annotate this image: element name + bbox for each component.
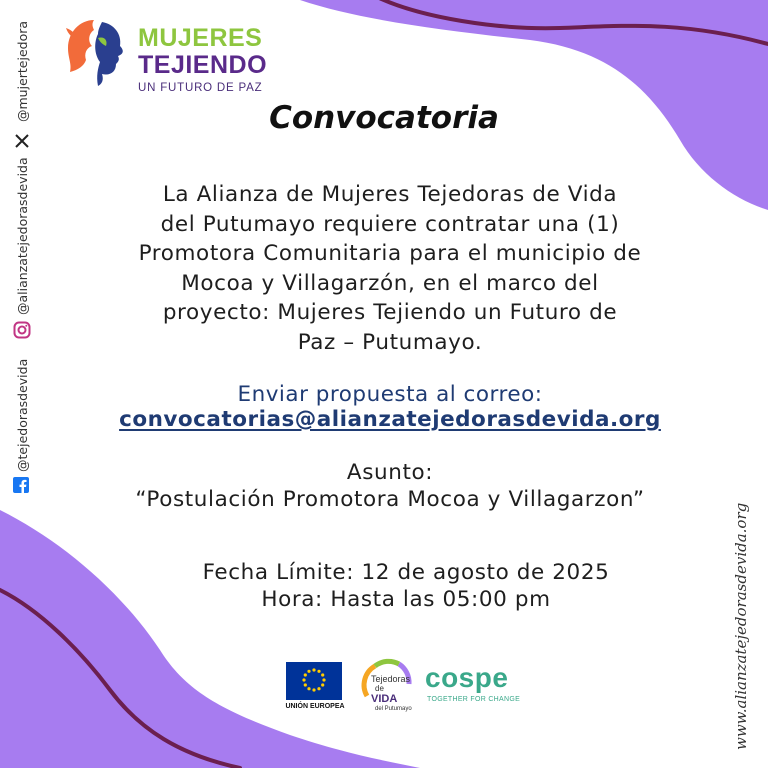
email-link[interactable]: convocatorias@alianzatejedorasdevida.org (119, 407, 661, 432)
tejedoras-line-2: de (375, 684, 384, 693)
instagram-handle[interactable]: @alianzatejedorasdevida (15, 157, 30, 315)
tejedoras-line-4: del Putumayo (375, 706, 412, 712)
logo-line-1: MUJERES (138, 24, 263, 52)
announcement-body (70, 180, 710, 357)
instagram-icon[interactable] (13, 321, 31, 339)
subject-label: Asunto: (346, 460, 434, 485)
logo-tagline: UN FUTURO DE PAZ (138, 82, 263, 94)
logo-line-2: TEJIENDO (138, 51, 268, 79)
facebook-handle[interactable]: @tejedorasdevida (15, 358, 30, 472)
website-url[interactable]: www.alianzatejedorasdevida.org (732, 502, 750, 750)
twitter-handle[interactable]: @mujertejedora (15, 20, 30, 122)
eu-label: UNIÓN EUROPEA (285, 703, 345, 710)
deadline-hour: Hora: Hasta las 05:00 pm (261, 587, 551, 612)
page-title: Convocatoria (269, 100, 499, 136)
send-proposal-label: Enviar propuesta al correo: (237, 382, 543, 407)
eu-flag-icon (286, 662, 342, 700)
subject-value: “Postulación Promotora Mocoa y Villagarzon” (135, 487, 645, 512)
eu-stars-icon (286, 662, 342, 700)
body-line: Promotora Comunitaria para el municipio de (138, 241, 642, 266)
body-line: Mocoa y Villagarzón, en el marco del (181, 270, 599, 296)
tejedoras-line-3: VIDA (371, 693, 398, 705)
body-line: La Alianza de Mujeres Tejedoras de Vida (162, 182, 618, 207)
body-line: Paz – Putumayo. (297, 329, 483, 355)
eu-logo (286, 662, 344, 708)
deadline-text: Fecha Límite: 12 de agosto de 2025 (202, 560, 610, 585)
body-line: proyecto: Mujeres Tejiendo un Futuro de (162, 300, 618, 325)
mujeres-tejiendo-logo (58, 14, 288, 94)
cospe-logo (425, 662, 525, 710)
women-profile-icon (58, 14, 134, 88)
body-line: del Putumayo requiere contratar una (1) (160, 211, 620, 237)
cospe-tagline: TOGETHER FOR CHANGE (427, 696, 521, 703)
tejedoras-de-vida-logo (357, 656, 415, 716)
tejedoras-line-1: Tejedoras (371, 674, 411, 684)
cospe-name: cospe (425, 662, 509, 693)
